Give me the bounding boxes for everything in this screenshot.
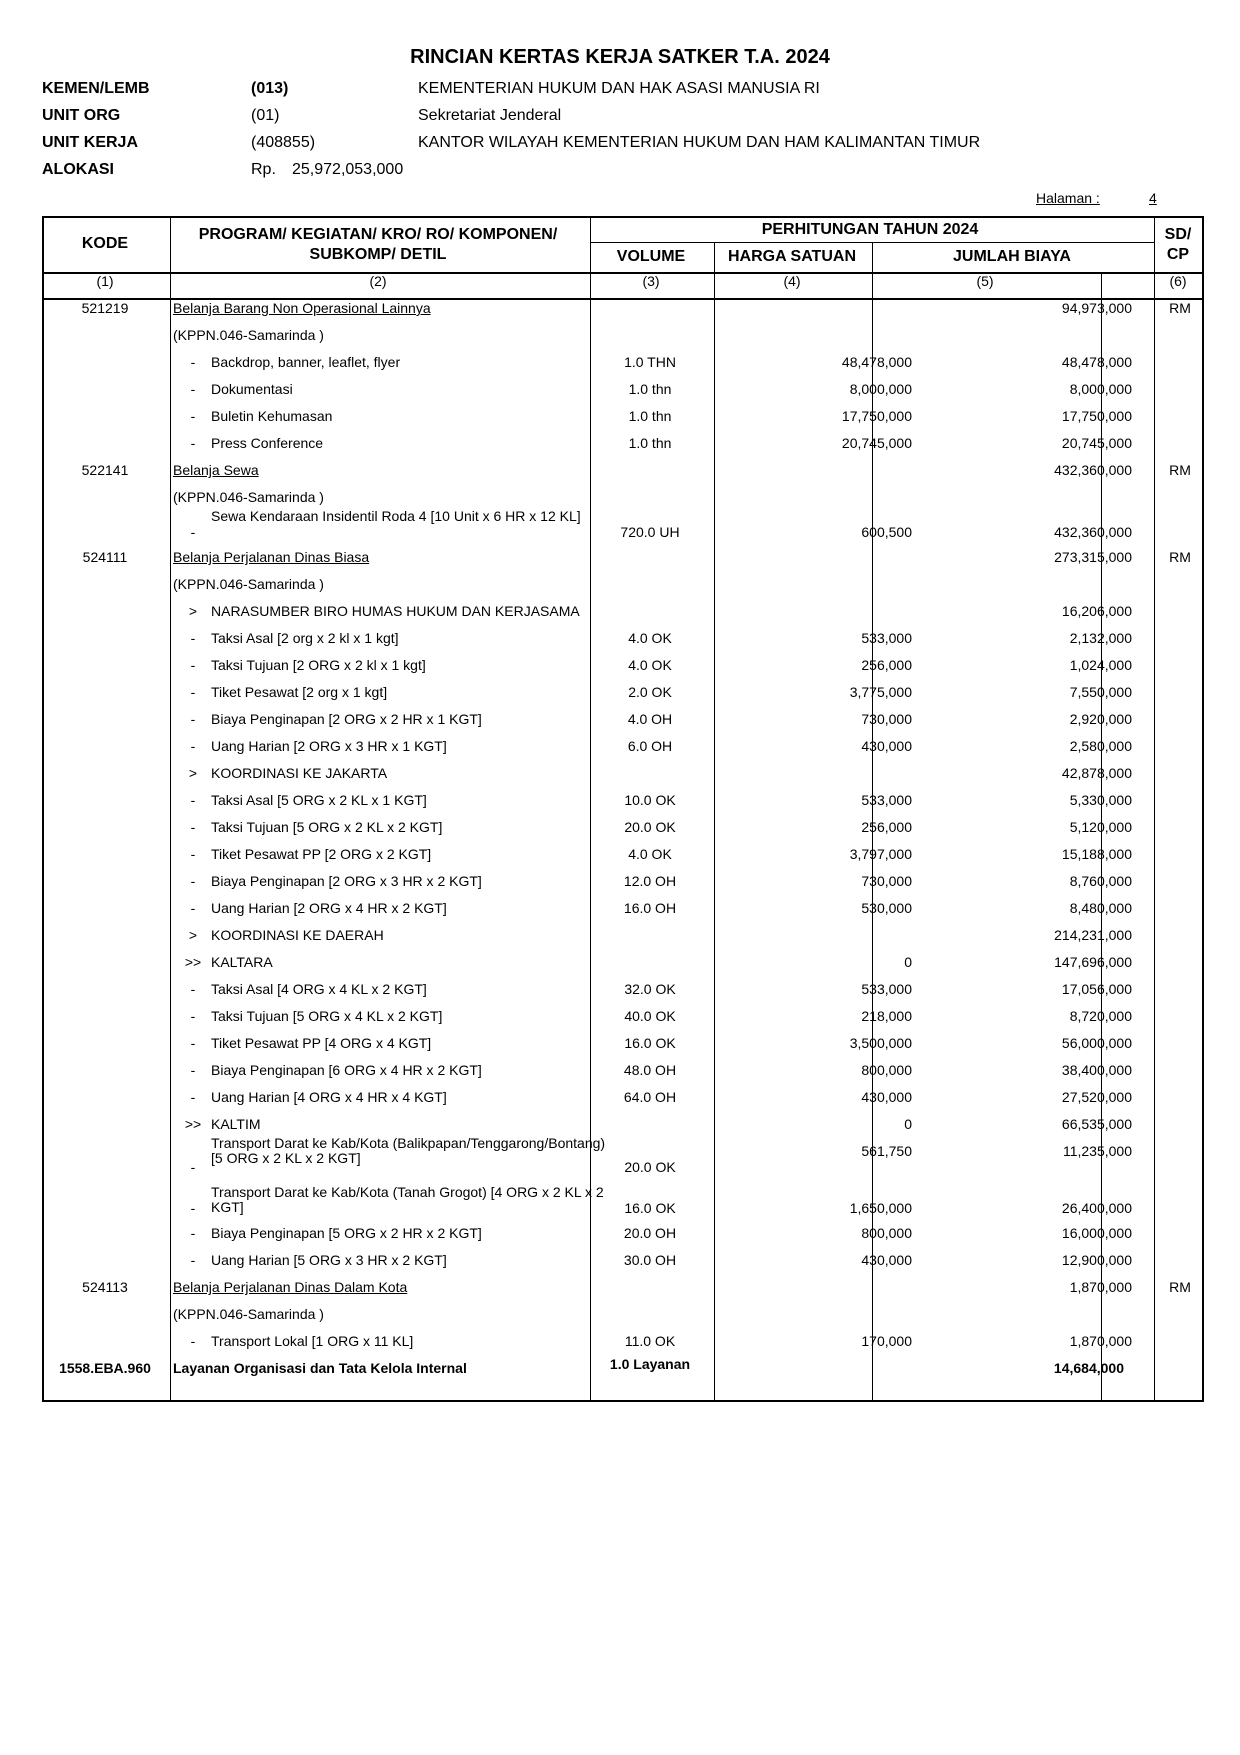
row-detail: Taksi Tujuan [5 ORG x 2 KL x 2 KGT] xyxy=(211,819,443,835)
info-code: Rp. xyxy=(251,161,276,178)
table-row xyxy=(42,738,1204,765)
row-harga: 218,000 xyxy=(861,1008,912,1024)
row-marker: - xyxy=(190,873,196,889)
row-detail: Sewa Kendaraan Insidentil Roda 4 [10 Unit x 6 HR x 12 KL] xyxy=(211,508,581,524)
row-detail: Buletin Kehumasan xyxy=(211,408,333,424)
row-detail: Taksi Tujuan [5 ORG x 4 KL x 2 KGT] xyxy=(211,1008,443,1024)
row-kode: 1558.EBA.960 xyxy=(59,1360,151,1376)
row-volume: 4.0 OH xyxy=(627,711,673,727)
kppn-row xyxy=(42,327,1204,354)
row-detail: Tiket Pesawat [2 org x 1 kgt] xyxy=(211,684,388,700)
row-kode: 524111 xyxy=(82,549,128,565)
row-detail: KALTARA xyxy=(211,954,273,970)
row-marker: - xyxy=(190,738,196,754)
row-marker: - xyxy=(190,1159,196,1175)
row-harga: 20,745,000 xyxy=(841,435,912,451)
row-volume: 4.0 OK xyxy=(628,846,672,862)
row-jumlah: 42,878,000 xyxy=(1061,765,1132,781)
row-jumlah: 5,120,000 xyxy=(1069,819,1132,835)
table-row xyxy=(42,435,1204,462)
table-row xyxy=(42,1089,1204,1116)
row-detail: Uang Harian [5 ORG x 3 HR x 2 KGT] xyxy=(211,1252,447,1268)
row-kode: 522141 xyxy=(81,462,129,478)
row-volume: 1.0 thn xyxy=(628,381,672,397)
table-row xyxy=(42,354,1204,381)
col-num-4: (4) xyxy=(783,273,801,289)
row-kode: 521219 xyxy=(81,300,129,316)
row-volume: 1.0 thn xyxy=(628,408,672,424)
row-detail: Dokumentasi xyxy=(211,381,293,397)
col-num-2: (2) xyxy=(369,273,387,289)
row-harga: 256,000 xyxy=(861,657,912,673)
akun-row xyxy=(42,462,1204,489)
perhitungan-header: PERHITUNGAN TAHUN 2024 xyxy=(761,221,979,238)
row-program: Layanan Organisasi dan Tata Kelola Internal xyxy=(173,1360,467,1376)
row-detail: KOORDINASI KE JAKARTA xyxy=(211,765,388,781)
row-jumlah: 432,360,000 xyxy=(1054,524,1132,540)
row-detail: KALTIM xyxy=(211,1116,261,1132)
row-marker: - xyxy=(190,900,196,916)
row-harga: 3,500,000 xyxy=(849,1035,912,1051)
col-jumlah-header: JUMLAH BIAYA xyxy=(953,248,1071,265)
row-detail: Taksi Asal [4 ORG x 4 KL x 2 KGT] xyxy=(211,981,427,997)
table-row xyxy=(42,657,1204,684)
col-num-3: (3) xyxy=(642,273,660,289)
row-detail: Biaya Penginapan [2 ORG x 2 HR x 1 KGT] xyxy=(211,711,482,727)
row-kode: 524113 xyxy=(82,1279,128,1295)
row-harga: 800,000 xyxy=(861,1225,912,1241)
row-jumlah: 8,760,000 xyxy=(1069,873,1132,889)
halaman-label: Halaman : xyxy=(1036,190,1100,206)
row-sdcp: RM xyxy=(1169,1279,1191,1295)
row-marker: - xyxy=(190,711,196,727)
row-volume: 48.0 OH xyxy=(623,1062,677,1078)
row-jumlah: 15,188,000 xyxy=(1061,846,1132,862)
row-volume: 1.0 THN xyxy=(624,354,676,370)
row-jumlah: 38,400,000 xyxy=(1061,1062,1132,1078)
row-jumlah: 12,900,000 xyxy=(1061,1252,1132,1268)
row-volume: 64.0 OH xyxy=(623,1089,677,1105)
row-volume: 6.0 OH xyxy=(627,738,673,754)
row-jumlah: 273,315,000 xyxy=(1054,549,1132,565)
row-volume: 16.0 OK xyxy=(624,1035,676,1051)
row-program: Belanja Perjalanan Dinas Dalam Kota xyxy=(173,1279,408,1295)
row-jumlah: 2,132,000 xyxy=(1069,630,1132,646)
row-jumlah: 8,000,000 xyxy=(1069,381,1132,397)
row-marker: - xyxy=(190,408,196,424)
row-detail: Uang Harian [2 ORG x 3 HR x 1 KGT] xyxy=(211,738,447,754)
info-value: KEMENTERIAN HUKUM DAN HAK ASASI MANUSIA RI xyxy=(418,80,820,97)
row-jumlah: 5,330,000 xyxy=(1069,792,1132,808)
row-volume: 32.0 OK xyxy=(624,981,676,997)
row-marker: - xyxy=(190,846,196,862)
row-jumlah: 2,920,000 xyxy=(1069,711,1132,727)
row-volume: 20.0 OK xyxy=(624,819,676,835)
row-harga: 8,000,000 xyxy=(849,381,912,397)
row-marker: - xyxy=(190,1089,196,1105)
row-detail: Uang Harian [4 ORG x 4 HR x 4 KGT] xyxy=(211,1089,447,1105)
row-detail: Tiket Pesawat PP [4 ORG x 4 KGT] xyxy=(211,1035,432,1051)
row-jumlah: 11,235,000 xyxy=(1062,1143,1132,1159)
row-harga: 430,000 xyxy=(861,738,912,754)
row-detail: KOORDINASI KE DAERAH xyxy=(211,927,384,943)
row-marker: - xyxy=(190,1200,196,1216)
row-detail: Backdrop, banner, leaflet, flyer xyxy=(211,354,401,370)
row-detail: NARASUMBER BIRO HUMAS HUKUM DAN KERJASAMA xyxy=(211,603,580,619)
row-volume: 40.0 OK xyxy=(624,1008,676,1024)
col-num-5: (5) xyxy=(976,273,994,289)
row-volume: 10.0 OK xyxy=(624,792,676,808)
col-sdcp-header: SD/ CP xyxy=(1164,226,1192,263)
ro-row xyxy=(42,1356,1204,1387)
table-row xyxy=(42,684,1204,711)
row-harga: 3,775,000 xyxy=(849,684,912,700)
row-volume: 4.0 OK xyxy=(628,657,672,673)
table-row xyxy=(42,508,1204,549)
col-program-header: PROGRAM/ KEGIATAN/ KRO/ RO/ KOMPONEN/ SUBKOMP/ DETIL xyxy=(198,226,558,263)
row-volume: 1.0 Layanan xyxy=(609,1356,691,1372)
row-harga: 48,478,000 xyxy=(841,354,912,370)
row-harga: 0 xyxy=(904,1116,912,1132)
row-detail: Transport Darat ke Kab/Kota (Tanah Grogot) [4 ORG x 2 KL x 2 KGT] xyxy=(211,1184,604,1215)
row-kppn: (KPPN.046-Samarinda ) xyxy=(173,327,324,343)
row-jumlah: 147,696,000 xyxy=(1054,954,1132,970)
col-harga-header: HARGA SATUAN xyxy=(728,248,856,265)
row-kppn: (KPPN.046-Samarinda ) xyxy=(173,489,324,505)
table-row xyxy=(42,408,1204,435)
info-code: (013) xyxy=(251,80,289,97)
row-detail: Taksi Asal [5 ORG x 2 KL x 1 KGT] xyxy=(211,792,427,808)
info-label: ALOKASI xyxy=(42,161,114,178)
row-sdcp: RM xyxy=(1169,300,1191,316)
col-kode-header: KODE xyxy=(81,235,129,252)
info-label: KEMEN/LEMB xyxy=(42,80,150,97)
table-row xyxy=(42,630,1204,657)
row-jumlah: 26,400,000 xyxy=(1061,1200,1132,1216)
row-marker: >> xyxy=(184,1116,202,1132)
row-jumlah: 94,973,000 xyxy=(1061,300,1132,316)
row-volume: 11.0 OK xyxy=(624,1333,676,1349)
row-marker: - xyxy=(190,524,196,540)
table-row xyxy=(42,1062,1204,1089)
info-code: (408855) xyxy=(251,134,316,151)
row-marker: - xyxy=(190,1333,196,1349)
row-jumlah: 16,206,000 xyxy=(1061,603,1132,619)
row-volume: 2.0 OK xyxy=(628,684,672,700)
info-value: 25,972,053,000 xyxy=(292,161,404,178)
table-row xyxy=(42,381,1204,408)
row-harga: 730,000 xyxy=(861,873,912,889)
row-jumlah: 16,000,000 xyxy=(1061,1225,1132,1241)
row-harga: 530,000 xyxy=(861,900,912,916)
col-num-1: (1) xyxy=(96,273,114,289)
row-harga: 170,000 xyxy=(861,1333,912,1349)
table-row xyxy=(42,1184,1204,1225)
row-jumlah: 8,720,000 xyxy=(1069,1008,1132,1024)
row-jumlah: 66,535,000 xyxy=(1061,1116,1132,1132)
row-jumlah: 1,024,000 xyxy=(1069,657,1132,673)
row-program: Belanja Sewa xyxy=(173,462,259,478)
table-row xyxy=(42,819,1204,846)
row-kppn: (KPPN.046-Samarinda ) xyxy=(173,576,324,592)
table-row xyxy=(42,1225,1204,1252)
table-row xyxy=(42,846,1204,873)
kppn-row xyxy=(42,1306,1204,1333)
table-row xyxy=(42,873,1204,900)
row-detail: Tiket Pesawat PP [2 ORG x 2 KGT] xyxy=(211,846,432,862)
row-volume: 720.0 UH xyxy=(620,524,680,540)
row-detail: Taksi Tujuan [2 ORG x 2 kl x 1 kgt] xyxy=(211,657,426,673)
row-jumlah: 27,520,000 xyxy=(1061,1089,1132,1105)
table-row xyxy=(42,765,1204,792)
row-kppn: (KPPN.046-Samarinda ) xyxy=(173,1306,324,1322)
row-harga: 17,750,000 xyxy=(841,408,912,424)
info-value: KANTOR WILAYAH KEMENTERIAN HUKUM DAN HAM KALIMANTAN TIMUR xyxy=(418,134,981,151)
row-harga: 256,000 xyxy=(861,819,912,835)
row-marker: - xyxy=(190,819,196,835)
table-row xyxy=(42,603,1204,630)
table-row xyxy=(42,981,1204,1008)
row-harga: 561,750 xyxy=(861,1143,912,1159)
row-marker: - xyxy=(190,1252,196,1268)
row-sdcp: RM xyxy=(1169,462,1191,478)
table-row xyxy=(42,900,1204,927)
row-harga: 430,000 xyxy=(861,1252,912,1268)
row-detail: Biaya Penginapan [6 ORG x 4 HR x 2 KGT] xyxy=(211,1062,482,1078)
row-volume: 30.0 OH xyxy=(623,1252,677,1268)
row-marker: - xyxy=(190,1062,196,1078)
row-volume: 20.0 OK xyxy=(624,1159,676,1175)
row-jumlah: 56,000,000 xyxy=(1061,1035,1132,1051)
row-harga: 533,000 xyxy=(861,792,912,808)
row-marker: - xyxy=(190,630,196,646)
row-jumlah: 2,580,000 xyxy=(1069,738,1132,754)
row-marker: - xyxy=(190,1225,196,1241)
halaman-value: 4 xyxy=(1149,190,1157,206)
row-jumlah: 17,056,000 xyxy=(1061,981,1132,997)
page-title: RINCIAN KERTAS KERJA SATKER T.A. 2024 xyxy=(410,46,830,68)
col-volume-header: VOLUME xyxy=(616,248,686,265)
akun-row xyxy=(42,1279,1204,1306)
kppn-row xyxy=(42,576,1204,603)
row-harga: 730,000 xyxy=(861,711,912,727)
row-jumlah: 432,360,000 xyxy=(1054,462,1132,478)
table-row xyxy=(42,1035,1204,1062)
row-jumlah: 48,478,000 xyxy=(1061,354,1132,370)
row-volume: 1.0 thn xyxy=(628,435,672,451)
row-harga: 800,000 xyxy=(861,1062,912,1078)
info-label: UNIT ORG xyxy=(42,107,121,124)
row-volume: 20.0 OH xyxy=(623,1225,677,1241)
row-harga: 3,797,000 xyxy=(849,846,912,862)
row-marker: - xyxy=(190,435,196,451)
row-detail: Biaya Penginapan [5 ORG x 2 HR x 2 KGT] xyxy=(211,1225,482,1241)
row-marker: - xyxy=(190,657,196,673)
akun-row xyxy=(42,549,1204,576)
row-detail: Press Conference xyxy=(211,435,324,451)
row-detail: Uang Harian [2 ORG x 4 HR x 2 KGT] xyxy=(211,900,447,916)
row-marker: - xyxy=(190,1035,196,1051)
table-row xyxy=(42,711,1204,738)
row-harga: 533,000 xyxy=(861,630,912,646)
row-jumlah: 7,550,000 xyxy=(1069,684,1132,700)
akun-row xyxy=(42,300,1204,327)
row-marker: >> xyxy=(184,954,202,970)
info-code: (01) xyxy=(251,107,280,124)
info-value: Sekretariat Jenderal xyxy=(418,107,562,124)
row-sdcp: RM xyxy=(1169,549,1191,565)
info-label: UNIT KERJA xyxy=(42,134,139,151)
row-marker: > xyxy=(188,603,198,619)
row-marker: - xyxy=(190,684,196,700)
row-marker: - xyxy=(190,981,196,997)
row-marker: > xyxy=(188,927,198,943)
row-jumlah: 17,750,000 xyxy=(1061,408,1132,424)
row-detail: Transport Lokal [1 ORG x 11 KL] xyxy=(211,1333,414,1349)
row-volume: 16.0 OH xyxy=(623,900,677,916)
row-detail: Taksi Asal [2 org x 2 kl x 1 kgt] xyxy=(211,630,399,646)
row-jumlah: 1,870,000 xyxy=(1069,1279,1132,1295)
row-program: Belanja Barang Non Operasional Lainnya xyxy=(173,300,431,316)
row-harga: 1,650,000 xyxy=(849,1200,912,1216)
row-harga: 533,000 xyxy=(861,981,912,997)
table-row xyxy=(42,1252,1204,1279)
row-marker: - xyxy=(190,1008,196,1024)
table-row xyxy=(42,792,1204,819)
row-detail: Transport Darat ke Kab/Kota (Balikpapan/Tenggarong/Bontang) [5 ORG x 2 KL x 2 KGT] xyxy=(211,1135,606,1166)
row-volume: 16.0 OK xyxy=(624,1200,676,1216)
row-harga: 600,500 xyxy=(861,524,912,540)
row-marker: - xyxy=(190,381,196,397)
row-volume: 4.0 OK xyxy=(628,630,672,646)
row-jumlah: 214,231,000 xyxy=(1054,927,1132,943)
table-row xyxy=(42,1008,1204,1035)
row-detail: Biaya Penginapan [2 ORG x 3 HR x 2 KGT] xyxy=(211,873,482,889)
row-jumlah: 1,870,000 xyxy=(1069,1333,1132,1349)
row-marker: > xyxy=(188,765,198,781)
col-num-6: (6) xyxy=(1169,273,1187,289)
row-harga: 430,000 xyxy=(861,1089,912,1105)
table-row xyxy=(42,927,1204,954)
row-jumlah: 14,684,000 xyxy=(1053,1360,1124,1376)
row-marker: - xyxy=(190,354,196,370)
row-program: Belanja Perjalanan Dinas Biasa xyxy=(173,549,370,565)
row-marker: - xyxy=(190,792,196,808)
row-volume: 12.0 OH xyxy=(623,873,677,889)
row-jumlah: 8,480,000 xyxy=(1069,900,1132,916)
table-row xyxy=(42,954,1204,981)
row-jumlah: 20,745,000 xyxy=(1061,435,1132,451)
row-harga: 0 xyxy=(904,954,912,970)
